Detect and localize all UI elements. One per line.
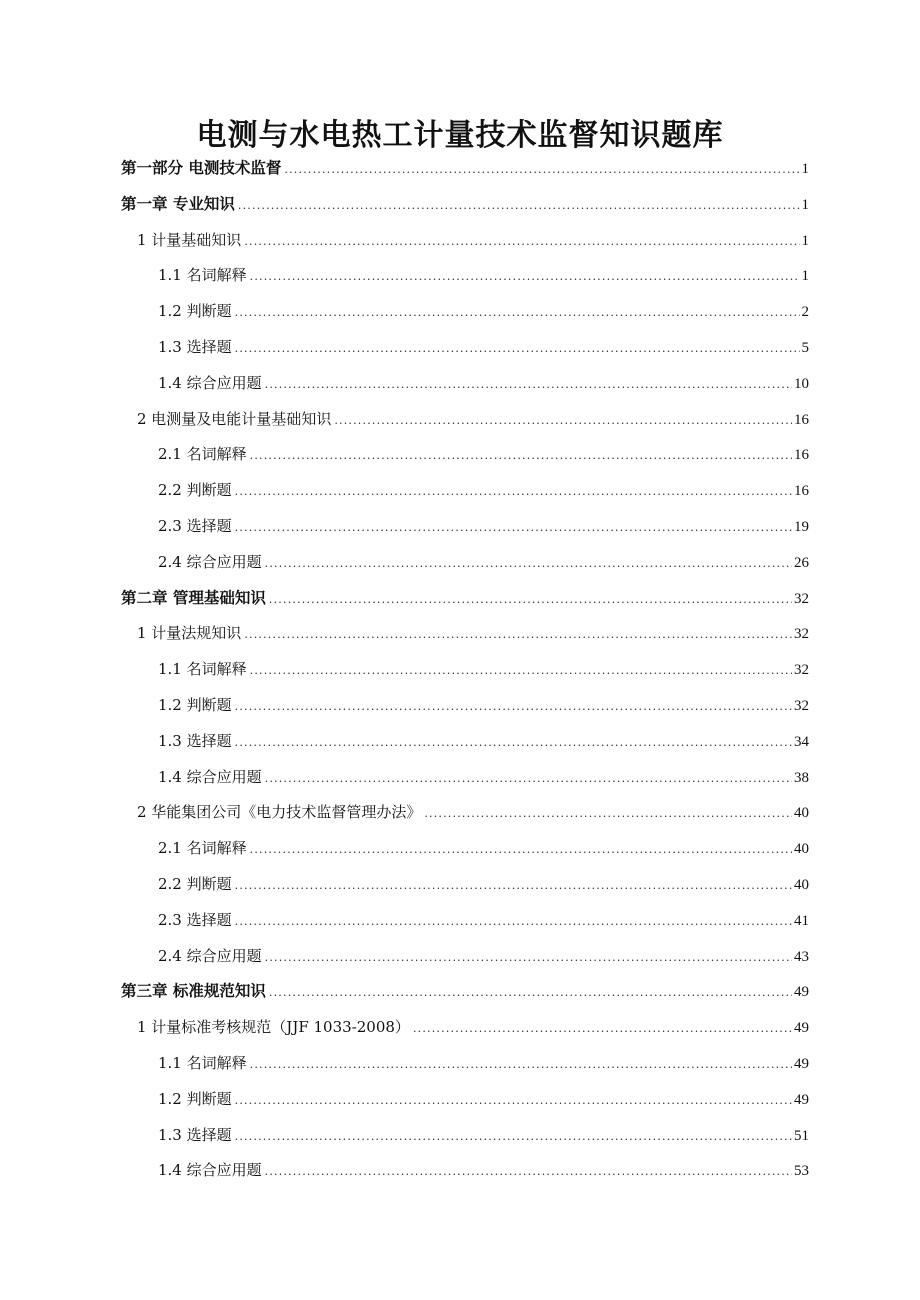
toc-entry[interactable] — [158, 335, 809, 359]
toc-entry-page-number: 19 — [794, 519, 809, 535]
toc-entry[interactable] — [158, 908, 809, 932]
toc-entry-label: 2.4 综合应用题 — [158, 552, 262, 571]
toc-dot-leader — [265, 946, 792, 970]
toc-entry[interactable] — [158, 514, 809, 538]
toc-dot-leader — [424, 802, 792, 826]
toc-entry-label: 第三章 标准规范知识 — [121, 982, 266, 1001]
toc-dot-leader — [235, 337, 800, 361]
toc-dot-leader — [235, 1125, 792, 1149]
toc-dot-leader — [235, 695, 792, 719]
toc-entry-page-number: 1 — [801, 196, 809, 213]
toc-entry[interactable] — [158, 1087, 809, 1111]
toc-entry-page-number: 16 — [794, 411, 809, 428]
toc-entry-label: 2.2 判断题 — [158, 875, 232, 893]
toc-entry-page-number: 49 — [794, 1020, 809, 1037]
toc-entry[interactable] — [121, 156, 809, 180]
toc-entry[interactable] — [121, 979, 809, 1003]
toc-dot-leader — [235, 516, 792, 540]
toc-entry-page-number: 16 — [794, 483, 809, 500]
toc-dot-leader — [265, 767, 792, 791]
toc-entry-page-number: 40 — [794, 805, 809, 822]
toc-entry-page-number: 40 — [794, 841, 809, 858]
toc-entry-label: 1.4 综合应用题 — [158, 767, 262, 786]
toc-dot-leader — [269, 981, 792, 1005]
toc-dot-leader — [238, 194, 800, 218]
toc-entry-label: 2.3 选择题 — [158, 910, 232, 929]
toc-entry-page-number: 49 — [794, 984, 809, 1001]
toc-entry-label: 1.2 判断题 — [158, 302, 232, 321]
toc-dot-leader — [334, 409, 792, 433]
toc-dot-leader — [250, 659, 792, 683]
toc-dot-leader — [235, 910, 792, 934]
toc-entry-page-number: 32 — [794, 698, 809, 714]
toc-entry-page-number: 5 — [801, 340, 809, 356]
toc-entry[interactable] — [158, 1051, 809, 1075]
toc-entry-page-number: 51 — [794, 1127, 809, 1144]
toc-dot-leader — [265, 552, 792, 576]
toc-entry[interactable] — [137, 407, 809, 431]
toc-entry-page-number: 1 — [801, 268, 809, 285]
toc-entry-label: 1 计量法规知识 — [137, 624, 242, 643]
toc-entry[interactable] — [158, 1123, 809, 1147]
toc-entry-label: 1.2 判断题 — [158, 696, 232, 714]
toc-dot-leader — [265, 373, 792, 397]
toc-entry[interactable] — [158, 657, 809, 681]
toc-entry-page-number: 10 — [794, 375, 809, 392]
toc-entry[interactable] — [158, 765, 809, 789]
toc-entry[interactable] — [158, 1158, 809, 1182]
toc-entry-page-number: 49 — [794, 1056, 809, 1072]
toc-dot-leader — [265, 1160, 792, 1184]
toc-entry-label: 1.3 选择题 — [158, 1125, 232, 1144]
toc-entry-label: 1.3 选择题 — [158, 338, 232, 356]
toc-entry-label: 1.1 名词解释 — [158, 1054, 247, 1072]
toc-entry[interactable] — [137, 800, 809, 824]
toc-entry-page-number: 26 — [794, 554, 809, 571]
toc-entry-label: 2.1 名词解释 — [158, 445, 247, 464]
toc-entry-page-number: 2 — [801, 304, 809, 321]
toc-dot-leader — [269, 588, 792, 612]
toc-entry-page-number: 32 — [794, 662, 809, 679]
toc-entry[interactable] — [158, 442, 809, 466]
toc-entry-label: 2.4 综合应用题 — [158, 946, 262, 965]
toc-entry-label: 第一部分 电测技术监督 — [121, 159, 282, 177]
toc-entry-label: 2.3 选择题 — [158, 517, 232, 535]
toc-entry[interactable] — [158, 729, 809, 753]
toc-entry-page-number: 38 — [794, 769, 809, 786]
toc-entry[interactable] — [158, 693, 809, 717]
toc-dot-leader — [413, 1017, 792, 1041]
toc-entry[interactable] — [158, 944, 809, 968]
toc-entry-page-number: 34 — [794, 733, 809, 750]
toc-entry-label: 1 计量基础知识 — [137, 230, 242, 249]
toc-entry-label: 1.4 综合应用题 — [158, 373, 262, 392]
toc-dot-leader — [284, 158, 799, 182]
toc-entry[interactable] — [137, 228, 809, 252]
toc-entry-page-number: 49 — [794, 1091, 809, 1108]
toc-entry-label: 1.4 综合应用题 — [158, 1161, 262, 1180]
toc-entry-page-number: 40 — [794, 877, 809, 893]
toc-entry-label: 1 计量标准考核规范（JJF 1033-2008） — [137, 1018, 410, 1037]
toc-dot-leader — [235, 874, 792, 898]
toc-entry[interactable] — [158, 836, 809, 860]
toc-dot-leader — [250, 838, 792, 862]
toc-entry-page-number: 43 — [794, 948, 809, 965]
toc-entry[interactable] — [158, 263, 809, 287]
toc-entry[interactable] — [158, 872, 809, 896]
toc-entry-label: 第一章 专业知识 — [121, 194, 235, 213]
toc-entry-label: 2 电测量及电能计量基础知识 — [137, 409, 332, 428]
toc-entry[interactable] — [137, 1015, 809, 1039]
toc-entry[interactable] — [158, 371, 809, 395]
toc-entry[interactable] — [121, 192, 809, 216]
toc-entry-page-number: 32 — [794, 590, 809, 607]
toc-dot-leader — [235, 731, 792, 755]
toc-entry-page-number: 1 — [801, 232, 809, 249]
toc-dot-leader — [250, 265, 800, 289]
toc-dot-leader — [235, 1089, 792, 1113]
toc-entry[interactable] — [158, 550, 809, 574]
toc-entry-label: 1.1 名词解释 — [158, 266, 247, 285]
toc-dot-leader — [244, 623, 792, 647]
toc-entry-page-number: 32 — [794, 626, 809, 643]
toc-entry[interactable] — [158, 478, 809, 502]
toc-dot-leader — [250, 1053, 792, 1077]
toc-entry-label: 1.2 判断题 — [158, 1089, 232, 1108]
toc-dot-leader — [250, 444, 792, 468]
toc-dot-leader — [235, 301, 800, 325]
toc-entry-page-number: 16 — [794, 447, 809, 464]
toc-entry-label: 第二章 管理基础知识 — [121, 588, 266, 607]
document-title: 电测与水电热工计量技术监督知识题库 — [196, 118, 724, 153]
toc-entry-page-number: 1 — [801, 161, 809, 177]
toc-entry[interactable] — [158, 299, 809, 323]
toc-entry-label: 1.3 选择题 — [158, 731, 232, 750]
toc-entry-label: 2 华能集团公司《电力技术监督管理办法》 — [137, 803, 422, 822]
toc-dot-leader — [244, 230, 799, 254]
toc-entry-page-number: 53 — [794, 1163, 809, 1180]
toc-entry-label: 2.2 判断题 — [158, 481, 232, 500]
toc-entry[interactable] — [137, 621, 809, 645]
toc-entry-label: 2.1 名词解释 — [158, 839, 247, 858]
toc-entry-label: 1.1 名词解释 — [158, 660, 247, 679]
toc-dot-leader — [235, 480, 792, 504]
toc-entry-page-number: 41 — [794, 912, 809, 929]
toc-entry[interactable] — [121, 586, 809, 610]
